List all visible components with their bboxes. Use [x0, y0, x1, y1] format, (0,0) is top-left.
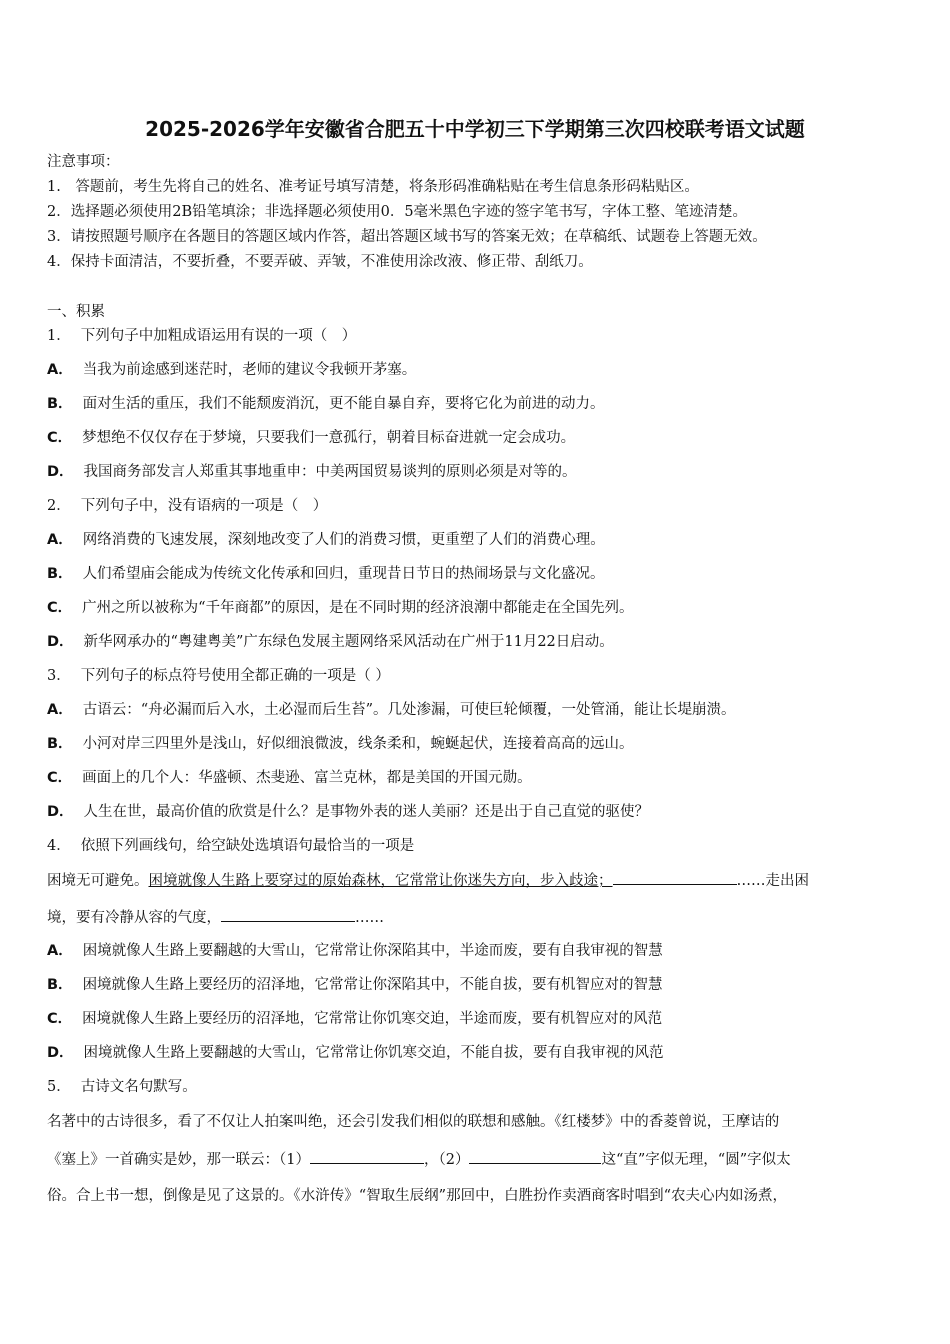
question-stem — [47, 496, 909, 516]
answer-blank[interactable] — [469, 1149, 601, 1164]
option-text: 我国商务部发言人郑重其事地重申：中美两国贸易谈判的原则必须是对等的。 — [83, 464, 577, 480]
option-letter: D． — [47, 634, 74, 650]
question-stem — [47, 836, 909, 856]
option-text: 人们希望庙会能成为传统文化传承和回归，重现昔日节日的热闹场景与文化盛况。 — [82, 566, 605, 582]
question-number: 1． — [47, 328, 71, 344]
option — [47, 360, 909, 380]
option-letter: A． — [47, 362, 73, 378]
option-letter: B． — [47, 977, 73, 993]
passage-text: …… — [355, 910, 384, 926]
option-letter: C． — [47, 600, 73, 616]
option-text: 当我为前途感到迷茫时，老师的建议令我顿开茅塞。 — [82, 362, 417, 378]
option — [47, 1043, 909, 1063]
passage-line: 名著中的古诗很多，看了不仅让人拍案叫绝，还会引发我们相似的联想和感触。《红楼梦》中的香菱曾说，王摩诘的 — [47, 1114, 780, 1130]
option-letter: B． — [47, 736, 73, 752]
notice-item: 3．请按照题号顺序在各题目的答题区域内作答，超出答题区域书写的答案无效；在草稿纸、试题卷上答题无效。 — [47, 229, 767, 245]
answer-blank[interactable] — [310, 1149, 424, 1164]
passage-text: 《塞上》一首确实是妙，那一联云：（1） — [47, 1152, 310, 1168]
passage-text: 困境无可避免。 — [47, 873, 149, 889]
passage-line — [47, 1149, 909, 1170]
option-text: 小河对岸三四里外是浅山，好似细浪微波，线条柔和，蜿蜒起伏，连接着高高的远山。 — [82, 736, 634, 752]
passage-text: 境，要有冷静从容的气度， — [47, 910, 221, 926]
question-number: 5． — [47, 1079, 71, 1095]
option-text: 古语云：“舟必漏而后入水，土必湿而后生苔”。几处渗漏，可使巨轮倾覆，一处管涌，能让长堤崩溃。 — [82, 702, 736, 718]
option-letter: B． — [47, 566, 73, 582]
option — [47, 428, 909, 448]
option — [47, 941, 909, 961]
question-stem — [47, 1077, 909, 1097]
question-text: 古诗文名句默写。 — [80, 1079, 197, 1095]
passage-line — [47, 907, 909, 928]
option-text: 网络消费的飞速发展，深刻地改变了人们的消费习惯，更重塑了人们的消费心理。 — [82, 532, 605, 548]
answer-blank[interactable] — [221, 907, 355, 922]
option — [47, 564, 909, 584]
notice-item: 4．保持卡面清洁，不要折叠，不要弄破、弄皱，不准使用涂改液、修正带、刮纸刀。 — [47, 254, 593, 270]
passage-text: 这“直”字似无理，“圆”字似太 — [601, 1152, 791, 1168]
question-stem — [47, 326, 909, 346]
option-letter: D． — [47, 464, 74, 480]
option — [47, 632, 909, 652]
option — [47, 975, 909, 995]
question-text: 下列句子中，没有语病的一项是（ ） — [80, 498, 328, 514]
passage-text: ……走出困 — [736, 873, 809, 889]
option — [47, 530, 909, 550]
option — [47, 598, 909, 618]
answer-blank[interactable] — [613, 870, 737, 885]
option-text: 人生在世，最高价值的欣赏是什么？是事物外表的迷人美丽？还是出于自己直觉的驱使？ — [83, 804, 650, 820]
question-stem — [47, 666, 909, 686]
question-text: 下列句子的标点符号使用全都正确的一项是（ ） — [80, 668, 390, 684]
option-text: 画面上的几个人：华盛顿、杰斐逊、富兰克林，都是美国的开国元勋。 — [82, 770, 532, 786]
option — [47, 734, 909, 754]
page-title: 2025-2026学年安徽省合肥五十中学初三下学期第三次四校联考语文试题 — [145, 117, 805, 141]
option-letter: C． — [47, 1011, 73, 1027]
option — [47, 700, 909, 720]
option-text: 困境就像人生路上要翻越的大雪山，它常常让你深陷其中，半途而废，要有自我审视的智慧 — [82, 943, 663, 959]
option-letter: C． — [47, 430, 73, 446]
question-number: 2． — [47, 498, 71, 514]
notice-heading: 注意事项： — [47, 154, 120, 170]
option — [47, 1009, 909, 1029]
passage-line — [47, 870, 909, 891]
option-text: 困境就像人生路上要经历的沼泽地，它常常让你深陷其中，不能自拔，要有机智应对的智慧 — [82, 977, 663, 993]
option-letter: A． — [47, 532, 73, 548]
option-text: 新华网承办的“粤建粤美”广东绿色发展主题网络采风活动在广州于11月22日启动。 — [83, 634, 614, 650]
option-letter: A． — [47, 702, 73, 718]
option — [47, 802, 909, 822]
question-text: 下列句子中加粗成语运用有误的一项（ ） — [80, 328, 357, 344]
option — [47, 462, 909, 482]
section-heading: 一、积累 — [47, 304, 105, 320]
question-text: 依照下列画线句，给空缺处选填语句最恰当的一项是 — [80, 838, 415, 854]
option-text: 困境就像人生路上要翻越的大雪山，它常常让你饥寒交迫，不能自拔，要有自我审视的风范 — [83, 1045, 664, 1061]
option-letter: A． — [47, 943, 73, 959]
option-text: 困境就像人生路上要经历的沼泽地，它常常让你饥寒交迫，半途而废，要有机智应对的风范 — [82, 1011, 663, 1027]
option-letter: B． — [47, 396, 73, 412]
option-letter: D． — [47, 1045, 74, 1061]
option — [47, 394, 909, 414]
passage-line: 俗。合上书一想，倒像是见了这景的。《水浒传》“智取生辰纲”那回中，白胜扮作卖酒商客时唱到“农夫心内如汤煮， — [47, 1188, 787, 1204]
notice-item: 1. 答题前，考生先将自己的姓名、准考证号填写清楚，将条形码准确粘贴在考生信息条形码粘贴区。 — [47, 179, 699, 195]
option-text: 面对生活的重压，我们不能颓废消沉，更不能自暴自弃，要将它化为前进的动力。 — [82, 396, 605, 412]
option-text: 广州之所以被称为“千年商都”的原因，是在不同时期的经济浪潮中都能走在全国先列。 — [82, 600, 634, 616]
notice-item: 2．选择题必须使用2B铅笔填涂；非选择题必须使用0．5毫米黑色字迹的签字笔书写，字体工整、笔迹清楚。 — [47, 204, 748, 220]
option-letter: C． — [47, 770, 73, 786]
question-number: 4． — [47, 838, 71, 854]
option — [47, 768, 909, 788]
question-number: 3． — [47, 668, 71, 684]
passage-text: ，（2） — [423, 1152, 470, 1168]
option-text: 梦想绝不仅仅存在于梦境，只要我们一意孤行，朝着目标奋进就一定会成功。 — [82, 430, 576, 446]
underlined-sentence: 困境就像人生路上要穿过的原始森林，它常常让你迷失方向，步入歧途； — [148, 873, 613, 889]
option-letter: D． — [47, 804, 74, 820]
